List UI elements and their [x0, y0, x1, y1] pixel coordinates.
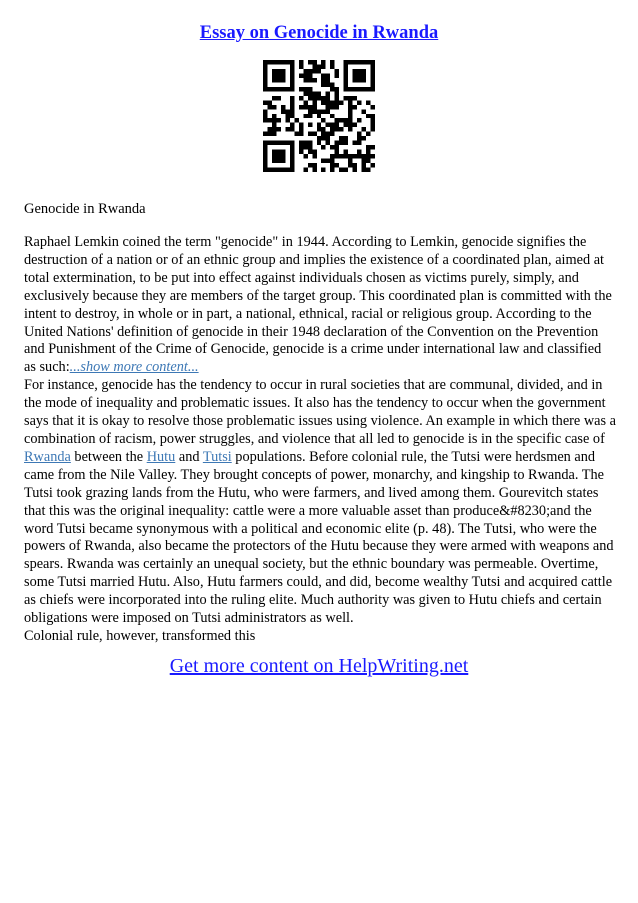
document-title[interactable]: Essay on Genocide in Rwanda	[199, 23, 439, 43]
paragraph-main-text-c: and	[175, 448, 203, 465]
link-hutu[interactable]: Hutu	[146, 448, 176, 465]
paragraph-main-text-b: between the	[70, 448, 147, 465]
paragraph-intro	[24, 234, 616, 377]
paragraph-main	[24, 377, 616, 628]
paragraph-colonial: Colonial rule, however, transformed this	[24, 627, 256, 644]
essay-body	[24, 234, 616, 646]
link-rwanda[interactable]: Rwanda	[24, 448, 71, 465]
paragraph-intro-text: Raphael Lemkin coined the term "genocide" in 1944. According to Lemkin, genocide signifies the destruction of a nation or of an ethnic group and implies the existence of a coordinated plan, aimed at total extermination, to be put into effect against individuals chosen as victims purely, simply, and exclusively because they are members of the target group. This coordinated plan is committed with the intent to destroy, in whole or in part, a national, ethnical, racial or religious group. According to the United Nations' definition of genocide in their 1948 declaration of the Convention on the Prevention and Punishment of the Crime of Genocide, genocide is a crime under international law and classified as such:	[24, 234, 612, 376]
paragraph-main-text-a: For instance, genocide has the tendency to occur in rural societies that are communal, divided, and in the mode of inequality and problematic issues. It also has the tendency to occur when the government says that it is okay to resolve those problematic issues using violence. An example in which there was a combination of racism, power struggles, and violence that all led to genocide is in the specific case of	[24, 377, 616, 447]
show-more-link[interactable]: ...show more content...	[69, 359, 199, 376]
get-more-content-link[interactable]: Get more content on HelpWriting.net	[169, 655, 469, 677]
link-tutsi[interactable]: Tutsi	[202, 448, 232, 465]
qr-code-icon	[263, 60, 375, 172]
essay-heading: Genocide in Rwanda	[24, 201, 146, 217]
paragraph-main-text-d: populations. Before colonial rule, the Tutsi were herdsmen and came from the Nile Valley. They brought concepts of power, monarchy, and kingship to Rwanda. The Tutsi took grazing lands from the Hutu, who were farmers, and lived among them. Gourevitch states that this was the original inequality: cattle were a more valuable asset than produce&#8230;and the word Tutsi became synonymous with a political and economic elite (p. 48). The Tutsi, who were the powers of Rwanda, also became the protectors of the Hutu because they were armed with weapons and spears. Rwanda was certainly an unequal society, but the ethnic boundary was permeable. Overtime, some Tutsi married Hutu. Also, Hutu farmers could, and did, become wealthy Tutsi and acquired cattle as chiefs were incorporated into the ruling elite. Much authority was given to Hutu chiefs and certain obligations were imposed on Tutsi administrators as well.	[24, 448, 614, 627]
